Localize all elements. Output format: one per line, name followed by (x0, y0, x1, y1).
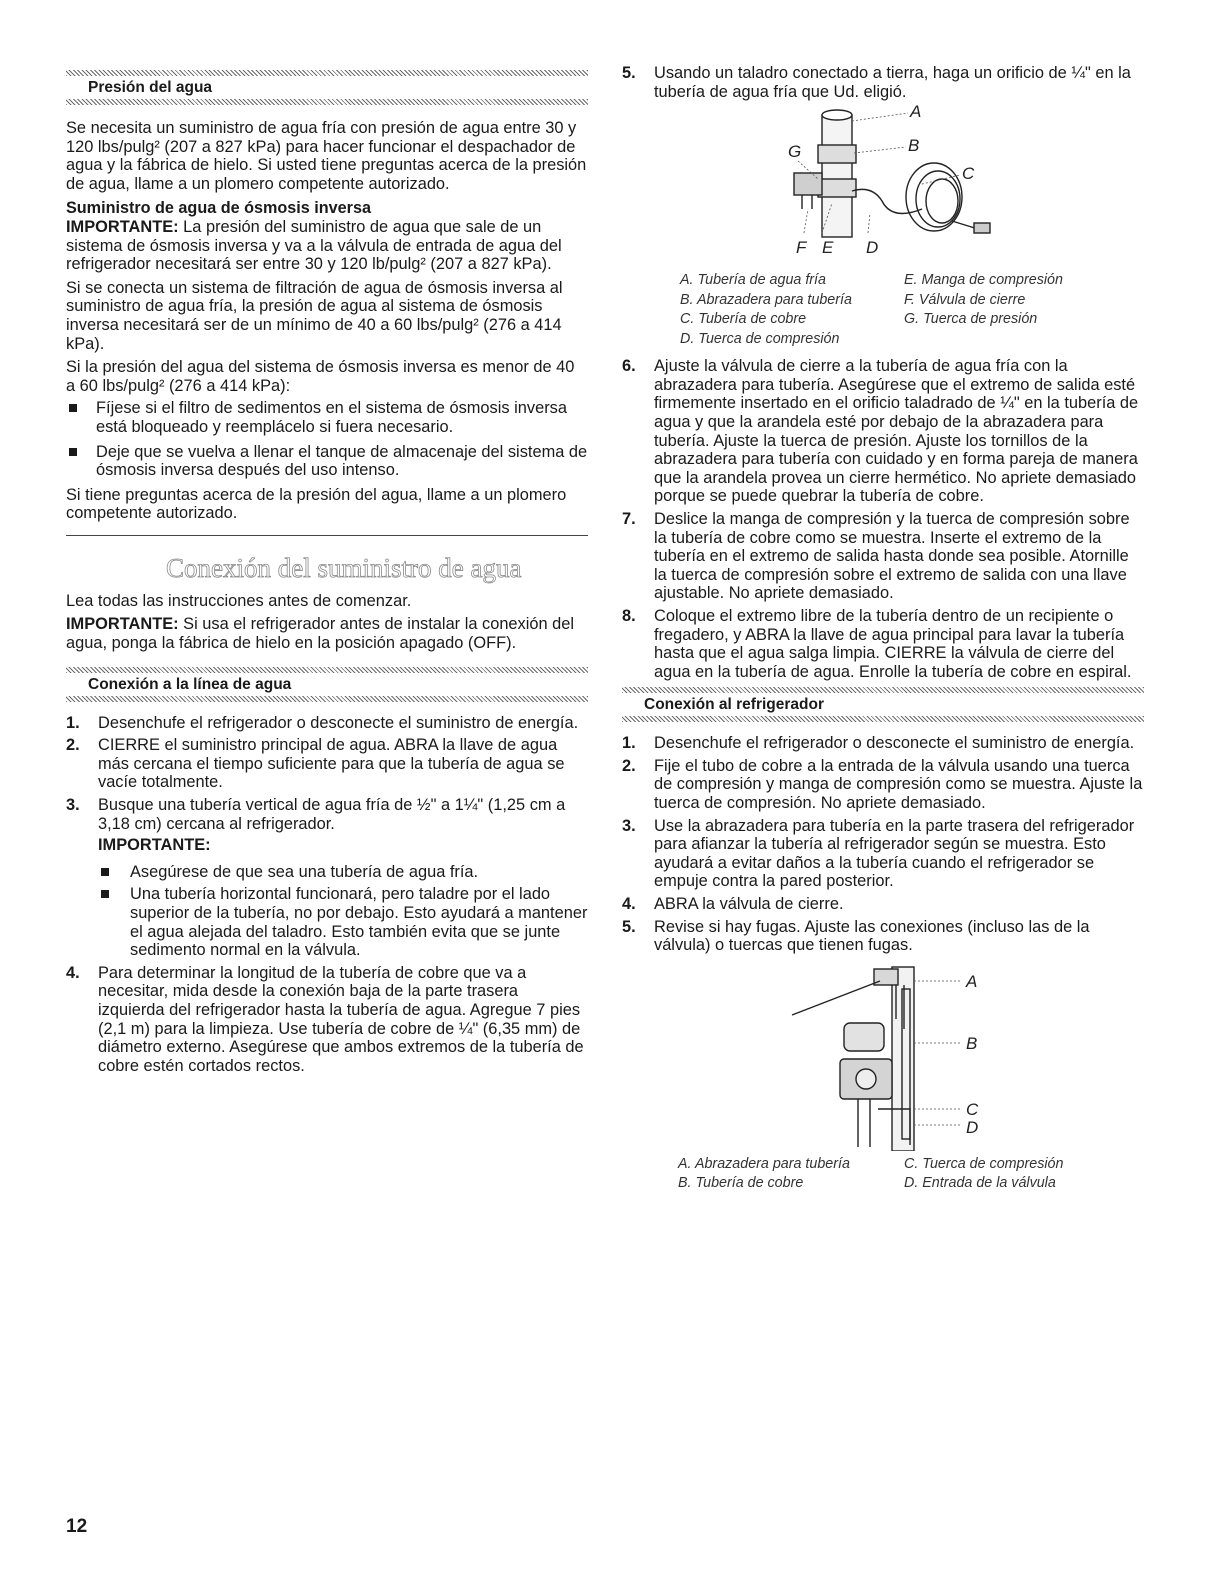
step-item (622, 757, 1144, 813)
label-D: D (866, 238, 879, 258)
step-item (66, 796, 588, 960)
step-number: 3. (66, 796, 80, 815)
section-header-water-pressure (66, 70, 588, 105)
step-item (622, 64, 1144, 101)
important-text: La presión del suministro de agua que sale de un sistema de ósmosis inversa y va a la válvula de entrada de agua del refrigerador necesitará ser entre 30 y 120 lb/pulg² (207 a 827 kPa). (66, 217, 562, 274)
step-text: CIERRE el suministro principal de agua. ABRA la llave de agua más cercana el tiempo suficiente para que la tubería de agua se vacíe totalmente. (98, 736, 565, 792)
list-item: Una tubería horizontal funcionará, pero taladre por el lado superior de la tubería, no por debajo. Esto ayudará a mantener el agua alejada del taladro. Esto también evita que se junte sedimento normal en la válvula. (98, 885, 588, 959)
step-item (622, 817, 1144, 891)
step-text: Para determinar la longitud de la tubería de cobre que va a necesitar, mida desde la conexión baja de la parte trasera izquierda del refrigerador hasta la tubería de agua. Agregue 7 pies (2,1 m) para la limpieza. Use tubería de cobre de ¼" (6,35 mm) de diámetro externo. Asegúrese que ambos extremos de la tubería de cobre estén cortados rectos. (98, 963, 584, 1075)
legend-item: D. Tuerca de compresión (680, 330, 840, 347)
legend-item: C. Tuerca de compresión (904, 1155, 1064, 1172)
list-item: Deje que se vuelva a llenar el tanque de almacenaje del sistema de ósmosis inversa después del uso intenso. (66, 443, 588, 480)
legend-item (904, 330, 1124, 350)
step-item (66, 714, 588, 733)
label-C: C (966, 1099, 979, 1119)
steps-list (622, 357, 1144, 681)
list-item: Fíjese si el filtro de sedimentos en el sistema de ósmosis inversa está bloqueado y reemplácelo si fuera necesario. (66, 399, 588, 436)
section-title: Conexión del suministro de agua (166, 552, 522, 583)
label-E: E (822, 238, 834, 258)
section-header-water-line (66, 667, 588, 702)
paragraph: Si se conecta un sistema de filtración de agua de ósmosis inversa al suministro de agua fría, la presión de agua al sistema de ósmosis inversa necesitará ser de un mínimo de 40 a 60 lbs/pulg² (276 a 414 kPa). (66, 278, 563, 353)
step-item (622, 510, 1144, 603)
step-item (622, 895, 1144, 914)
page-number: 12 (66, 1516, 88, 1537)
step-text: Deslice la manga de compresión y la tuerca de compresión sobre la tubería de cobre como se muestra. Inserte el extremo de la tubería en el extremo de salida hasta donde sea posible. Atornille la tuerca de compresión sobre el extremo de salida con una llave ajustable. No apriete demasiado. (654, 509, 1130, 603)
hatch-divider (66, 99, 588, 105)
section-heading: Presión del agua (88, 79, 213, 96)
steps-list (622, 64, 1144, 101)
legend-item: C. Tubería de cobre (680, 311, 807, 328)
figure-shutoff-valve (622, 105, 1144, 271)
step-text: Desenchufe el refrigerador o desconecte el suministro de energía. (654, 734, 1135, 753)
right-column (622, 0, 1144, 1194)
label-F: F (796, 238, 807, 258)
legend-item: B. Tubería de cobre (678, 1175, 804, 1192)
legend-item: F. Válvula de cierre (904, 291, 1026, 308)
step-number: 1. (622, 734, 636, 753)
step-text: Desenchufe el refrigerador o desconecte el suministro de energía. (98, 713, 579, 732)
section-heading: Conexión a la línea de agua (88, 675, 292, 693)
paragraph: Lea todas las instrucciones antes de comenzar. (66, 591, 412, 610)
important-paragraph (66, 615, 588, 652)
label-A: A (966, 971, 978, 991)
step-text: Usando un taladro conectado a tierra, haga un orificio de ¼" en la tubería de agua fría que Ud. eligió. (654, 64, 1131, 101)
steps-list (66, 714, 588, 1076)
paragraph: Se necesita un suministro de agua fría con presión de agua entre 30 y 120 lbs/pulg² (207 a 827 kPa) para hacer funcionar el despachador de agua y la fábrica de hielo. Si usted tiene preguntas acerca de la presión de agua, llame a un plomero competente autorizado. (66, 119, 587, 193)
step-text: Coloque el extremo libre de la tubería dentro de un recipiente o fregadero, y ABRA la llave de agua principal para lavar la tubería hasta que el agua salga limpia. CIERRE la válvula de cierre del agua en la tubería de agua. Enrolle la tubería de cobre en espiral. (654, 606, 1132, 681)
step-text: Use la abrazadera para tubería en la parte trasera del refrigerador para afianzar la tubería al refrigerador según se muestra. Esto ayudará a evitar daños a la tubería cuando el refrigerador se empuje contra la pared posterior. (654, 816, 1135, 891)
important-label: IMPORTANTE: (66, 217, 179, 236)
label-C: C (962, 164, 975, 184)
subheading: Suministro de agua de ósmosis inversa (66, 199, 371, 218)
legend-item: E. Manga de compresión (904, 272, 1063, 289)
important-label: IMPORTANTE: (98, 836, 211, 855)
step-number: 6. (622, 357, 636, 376)
legend-item: D. Entrada de la válvula (904, 1175, 1056, 1192)
legend-item: B. Abrazadera para tubería (680, 291, 852, 308)
hatch-divider (622, 716, 1144, 722)
step-number: 7. (622, 509, 636, 528)
section-heading: Conexión al refrigerador (644, 696, 825, 714)
important-paragraph (66, 218, 588, 274)
step-number: 1. (66, 713, 80, 732)
step-text: Revise si hay fugas. Ajuste las conexiones (incluso las de la válvula) o tuercas que tienen fugas. (654, 917, 1090, 955)
label-A: A (910, 105, 922, 122)
step-number: 2. (622, 756, 636, 775)
bullet-list (66, 399, 588, 479)
step-number: 5. (622, 917, 636, 936)
step-number: 8. (622, 606, 636, 625)
step-number: 4. (622, 895, 636, 914)
legend-item: A. Abrazadera para tubería (678, 1155, 850, 1172)
step-number: 2. (66, 736, 80, 755)
left-column (66, 0, 588, 1079)
section-header-refrigerator (622, 687, 1144, 722)
important-label: IMPORTANTE: (66, 615, 179, 634)
list-item: Asegúrese de que sea una tubería de agua fría. (98, 863, 588, 882)
step-item (66, 736, 588, 792)
important-text: Si usa el refrigerador antes de instalar la conexión del agua, ponga la fábrica de hielo en la posición apagado (OFF). (66, 615, 575, 653)
figure-refrigerator-inlet (622, 959, 1144, 1151)
label-D: D (966, 1117, 979, 1137)
step-item (622, 357, 1144, 506)
step-item (622, 918, 1144, 955)
label-B: B (966, 1033, 978, 1053)
step-text: Fije el tubo de cobre a la entrada de la válvula usando una tuerca de compresión y manga de compresión como se muestra. Ajuste la tuerca de compresión. No apriete demasiado. (654, 756, 1143, 813)
valve-diagram (622, 105, 1144, 271)
inlet-diagram (622, 959, 1144, 1151)
legend-item: A. Tubería de agua fría (680, 272, 826, 289)
hatch-divider (66, 696, 588, 702)
step-number: 5. (622, 64, 636, 82)
paragraph: Si tiene preguntas acerca de la presión del agua, llame a un plomero competente autorizado. (66, 485, 567, 523)
label-B: B (908, 136, 920, 156)
section-rule (66, 535, 588, 536)
bullet-list (98, 863, 588, 960)
step-item (622, 734, 1144, 753)
legend-item: G. Tuerca de presión (904, 311, 1038, 328)
steps-list (622, 734, 1144, 955)
label-G: G (788, 142, 802, 162)
step-text: ABRA la válvula de cierre. (654, 895, 844, 914)
step-item (66, 964, 588, 1076)
step-number: 4. (66, 963, 80, 982)
step-text: Busque una tubería vertical de agua fría de ½" a 1¼" (1,25 cm a 3,18 cm) cercana al refrigerador. (98, 796, 566, 833)
step-text: Ajuste la válvula de cierre a la tubería de agua fría con la abrazadera para tubería. Asegúrese que el extremo de salida esté firmemente insertado en el orificio taladrado de ¼" en la tubería de agua y que la arandela esté por debajo de la abrazadera para tubería. Ajuste la tuerca de presión. Ajuste los tornillos de la abrazadera para tubería con cuidado y en forma pareja de manera que la arandela provea un cierre hermético. No apriete demasiado porque se puede quebrar la tubería de cobre. (654, 357, 1139, 506)
paragraph: Si la presión del agua del sistema de ósmosis inversa es menor de 40 a 60 lbs/pulg² (276 a 414 kPa): (66, 358, 575, 395)
step-number: 3. (622, 816, 636, 835)
step-item (622, 607, 1144, 681)
figure-legend (678, 1155, 1144, 1194)
figure-legend (680, 271, 1144, 349)
